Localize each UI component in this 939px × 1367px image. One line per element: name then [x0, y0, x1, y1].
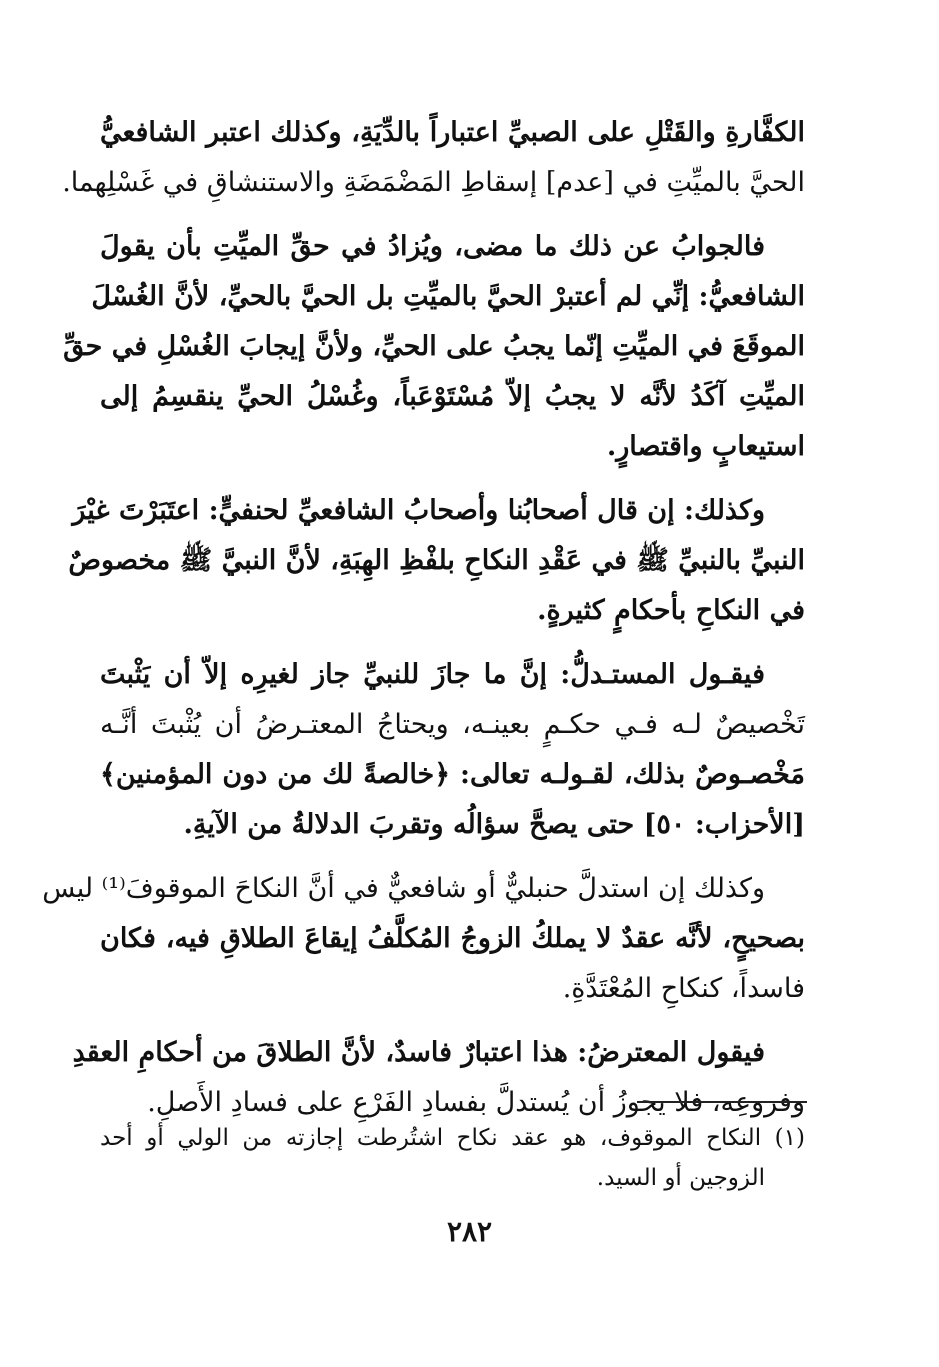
text-line: الميِّتِ آكَدُ لأنَّه لا يجبُ إلاّ مُسْتَوْعَباً، وغُسْلُ الحيِّ ينقسِمُ إلى	[100, 381, 805, 412]
text-line: وكذلك: إن قال أصحابُنا وأصحابُ الشافعيِّ لحنفيٍّ: اعتَبَرْتَ غيْرَ	[72, 495, 765, 526]
paragraph-4	[100, 650, 805, 850]
text-line: الحيَّ بالميِّتِ في [عدم] إسقاطِ المَضْمَضَةِ والاستنشاقِ في غَسْلِهما.	[62, 167, 805, 198]
paragraph-5	[42, 864, 805, 1014]
text-line: فيقول المعترضُ: هذا اعتبارٌ فاسدٌ، لأنَّ الطلاقَ من أحكامِ العقدِ	[72, 1037, 765, 1068]
text-line: فاسداً، كنكاحِ المُعْتَدَّةِ.	[562, 973, 805, 1004]
paragraph-2	[63, 222, 805, 472]
text-line: في النكاحِ بأحكامٍ كثيرةٍ.	[537, 595, 805, 626]
text-line: النبيِّ بالنبيِّ ﷺ في عَقْدِ النكاحِ بلفْظِ الهِبَةِ، لأنَّ النبيَّ ﷺ مخصوصٌ	[68, 545, 805, 576]
text-line: بصحيحٍ، لأنَّه عقدٌ لا يملكُ الزوجُ المُكلَّفُ إيقاعَ الطلاقِ فيه، فكان	[100, 923, 805, 954]
paragraph-1	[62, 108, 805, 208]
text-line: وكذلك إن استدلَّ حنبليٌّ أو شافعيٌّ في أنَّ النكاحَ الموقوفَ⁽¹⁾ ليس	[42, 873, 765, 904]
footnote-divider	[637, 1101, 807, 1103]
page-number: ٢٨٢	[446, 1215, 493, 1248]
paragraph-3	[68, 486, 805, 636]
main-text	[42, 108, 805, 1128]
text-line: الموقَعَ في الميِّتِ إنّما يجبُ على الحيِّ، ولأنَّ إيجابَ الغُسْلِ في حقِّ	[63, 331, 805, 362]
footnote	[100, 1118, 805, 1198]
text-line: فيقـول المستـدلُّ: إنَّ ما جازَ للنبيِّ جاز لغيرِه إلاّ أن يَثْبتَ	[100, 659, 765, 690]
text-line: [الأحزاب: ٥٠] حتى يصحَّ سؤالُه وتقربَ الدلالةُ من الآيةِ.	[183, 809, 805, 840]
text-line: استيعابٍ واقتصارٍ.	[606, 431, 805, 462]
text-line: الكفَّارةِ والقَتْلِ على الصبيِّ اعتباراً بالدِّيَةِ، وكذلك اعتبر الشافعيُّ	[100, 117, 805, 148]
text-line: الشافعيُّ: إنِّي لم أعتبرْ الحيَّ بالميِّتِ بل الحيَّ بالحيِّ، لأنَّ الغُسْلَ	[91, 281, 805, 312]
text-line: تَخْصيصٌ لـه فـي حكـمٍ بعينـه، ويحتاجُ المعتـرضُ أن يُثْبتَ أنَّـه	[100, 709, 805, 740]
text-line: مَخْصـوصٌ بذلك، لقـولـه تعالى: ﴿خالصةً لك من دون المؤمنين﴾	[100, 759, 805, 790]
footnote-line: الزوجين أو السيد.	[596, 1165, 765, 1191]
text-line: فالجوابُ عن ذلك ما مضى، ويُزادُ في حقِّ الميِّتِ بأن يقولَ	[100, 231, 765, 262]
text-line: وفروعِه، فلا يجوزُ أن يُستدلَّ بفسادِ الفَرْعِ على فسادِ الأَصلِ.	[147, 1087, 805, 1118]
paragraph-6	[72, 1028, 805, 1128]
footnote-line: (١) النكاح الموقوف، هو عقد نكاح اشتُرطت إجازته من الولي أو أحد	[100, 1125, 805, 1151]
